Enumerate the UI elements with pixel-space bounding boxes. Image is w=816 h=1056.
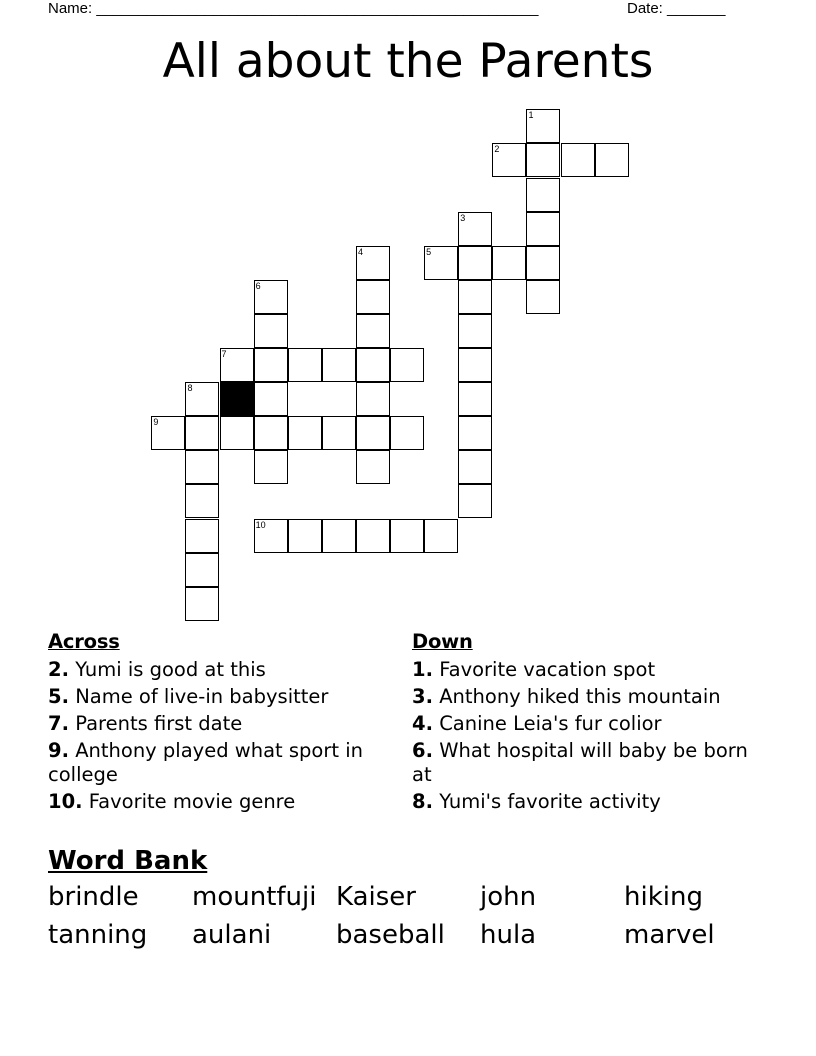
clue-number-label: 4 bbox=[357, 246, 363, 257]
date-field[interactable]: Date: _______ bbox=[627, 0, 726, 17]
page-title: All about the Parents bbox=[162, 34, 654, 89]
crossword-cell[interactable] bbox=[254, 450, 288, 484]
crossword-cell[interactable] bbox=[322, 416, 356, 450]
crossword-cell[interactable] bbox=[595, 143, 629, 177]
across-clue bbox=[48, 739, 378, 787]
crossword-cell[interactable] bbox=[390, 519, 424, 553]
crossword-cell[interactable] bbox=[356, 382, 390, 416]
clue-text: Anthony played what sport in college bbox=[48, 739, 363, 786]
crossword-cell[interactable] bbox=[526, 246, 560, 280]
crossword-cell[interactable] bbox=[185, 416, 219, 450]
word-bank-word: tanning bbox=[48, 920, 148, 950]
crossword-cell[interactable] bbox=[254, 519, 288, 553]
word-bank bbox=[48, 882, 768, 950]
clue-number: 9. bbox=[48, 739, 69, 762]
across-clue bbox=[48, 712, 378, 736]
down-clue bbox=[412, 712, 757, 736]
crossword-cell[interactable] bbox=[288, 519, 322, 553]
clue-text: Favorite movie genre bbox=[88, 790, 296, 813]
crossword-cell[interactable] bbox=[322, 348, 356, 382]
clue-number-label: 2 bbox=[494, 144, 500, 155]
crossword-cell[interactable] bbox=[356, 246, 390, 280]
crossword-cell[interactable] bbox=[185, 519, 219, 553]
crossword-cell[interactable] bbox=[185, 553, 219, 587]
clue-number: 8. bbox=[412, 790, 433, 813]
crossword-cell[interactable] bbox=[322, 519, 356, 553]
crossword-cell[interactable] bbox=[458, 212, 492, 246]
crossword-cell[interactable] bbox=[458, 382, 492, 416]
down-clue bbox=[412, 739, 757, 787]
crossword-cell[interactable] bbox=[424, 519, 458, 553]
crossword-cell[interactable] bbox=[356, 519, 390, 553]
down-clue bbox=[412, 658, 757, 682]
clue-number: 7. bbox=[48, 712, 69, 735]
clue-number-label: 5 bbox=[426, 246, 432, 257]
word-bank-word: mountfuji bbox=[192, 882, 317, 912]
crossword-cell[interactable] bbox=[458, 416, 492, 450]
crossword-cell[interactable] bbox=[254, 382, 288, 416]
crossword-cell[interactable] bbox=[526, 178, 560, 212]
word-bank-word: marvel bbox=[624, 920, 715, 950]
crossword-cell[interactable] bbox=[288, 348, 322, 382]
crossword-cell[interactable] bbox=[254, 416, 288, 450]
clue-number: 3. bbox=[412, 685, 433, 708]
crossword-cell[interactable] bbox=[288, 416, 322, 450]
crossword-cell[interactable] bbox=[151, 416, 185, 450]
crossword-cell[interactable] bbox=[526, 280, 560, 314]
crossword-cell[interactable] bbox=[356, 348, 390, 382]
crossword-cell[interactable] bbox=[458, 348, 492, 382]
clue-number-label: 3 bbox=[460, 212, 466, 223]
across-clue bbox=[48, 658, 378, 682]
crossword-block bbox=[220, 382, 254, 416]
word-bank-word: aulani bbox=[192, 920, 272, 950]
word-bank-word: Kaiser bbox=[336, 882, 416, 912]
clue-text: Favorite vacation spot bbox=[439, 658, 656, 681]
clue-text: Anthony hiked this mountain bbox=[439, 685, 721, 708]
crossword-cell[interactable] bbox=[526, 212, 560, 246]
crossword-cell[interactable] bbox=[356, 314, 390, 348]
clue-number: 4. bbox=[412, 712, 433, 735]
down-clues bbox=[412, 630, 757, 817]
clue-number: 10. bbox=[48, 790, 83, 813]
clue-number-label: 8 bbox=[187, 383, 193, 394]
clue-text: Yumi's favorite activity bbox=[439, 790, 661, 813]
crossword-cell[interactable] bbox=[492, 143, 526, 177]
crossword-cell[interactable] bbox=[390, 348, 424, 382]
crossword-cell[interactable] bbox=[185, 382, 219, 416]
word-bank-word: hiking bbox=[624, 882, 703, 912]
clue-text: Name of live-in babysitter bbox=[75, 685, 329, 708]
clue-number-label: 10 bbox=[255, 519, 266, 530]
crossword-cell[interactable] bbox=[254, 348, 288, 382]
clue-number: 1. bbox=[412, 658, 433, 681]
clue-number-label: 7 bbox=[221, 349, 227, 360]
crossword-cell[interactable] bbox=[424, 246, 458, 280]
word-bank-word: brindle bbox=[48, 882, 139, 912]
clue-number: 6. bbox=[412, 739, 433, 762]
down-clue bbox=[412, 685, 757, 709]
word-bank-word: baseball bbox=[336, 920, 445, 950]
crossword-cell[interactable] bbox=[458, 246, 492, 280]
clue-number-label: 9 bbox=[153, 417, 159, 428]
crossword-cell[interactable] bbox=[526, 143, 560, 177]
word-bank-word: john bbox=[480, 882, 537, 912]
clue-number: 5. bbox=[48, 685, 69, 708]
clue-number-label: 6 bbox=[255, 280, 261, 291]
crossword-cell[interactable] bbox=[526, 109, 560, 143]
crossword-cell[interactable] bbox=[254, 280, 288, 314]
crossword-cell[interactable] bbox=[356, 416, 390, 450]
across-clue bbox=[48, 790, 378, 814]
across-clues bbox=[48, 630, 378, 817]
crossword-cell[interactable] bbox=[561, 143, 595, 177]
crossword-cell[interactable] bbox=[185, 450, 219, 484]
crossword-cell[interactable] bbox=[390, 416, 424, 450]
crossword-cell[interactable] bbox=[356, 450, 390, 484]
clue-number-label: 1 bbox=[528, 110, 534, 121]
crossword-cell[interactable] bbox=[458, 314, 492, 348]
down-clue bbox=[412, 790, 757, 814]
crossword-cell[interactable] bbox=[254, 314, 288, 348]
clue-text: Parents first date bbox=[75, 712, 243, 735]
crossword-cell[interactable] bbox=[185, 587, 219, 621]
crossword-cell[interactable] bbox=[185, 484, 219, 518]
clue-number: 2. bbox=[48, 658, 69, 681]
name-field[interactable]: Name: _____________________________________________________ bbox=[48, 0, 539, 17]
word-bank-title: Word Bank bbox=[48, 846, 208, 876]
word-bank-word: hula bbox=[480, 920, 537, 950]
crossword-cell[interactable] bbox=[458, 484, 492, 518]
crossword-cell[interactable] bbox=[492, 246, 526, 280]
crossword-cell[interactable] bbox=[458, 280, 492, 314]
clue-text: What hospital will baby be born at bbox=[412, 739, 748, 786]
clue-text: Canine Leia's fur colior bbox=[439, 712, 662, 735]
crossword-cell[interactable] bbox=[356, 280, 390, 314]
crossword-cell[interactable] bbox=[458, 450, 492, 484]
clue-text: Yumi is good at this bbox=[75, 658, 266, 681]
crossword-cell[interactable] bbox=[220, 348, 254, 382]
crossword-cell[interactable] bbox=[220, 416, 254, 450]
down-heading: Down bbox=[412, 630, 473, 653]
across-clue bbox=[48, 685, 378, 709]
across-heading: Across bbox=[48, 630, 120, 653]
